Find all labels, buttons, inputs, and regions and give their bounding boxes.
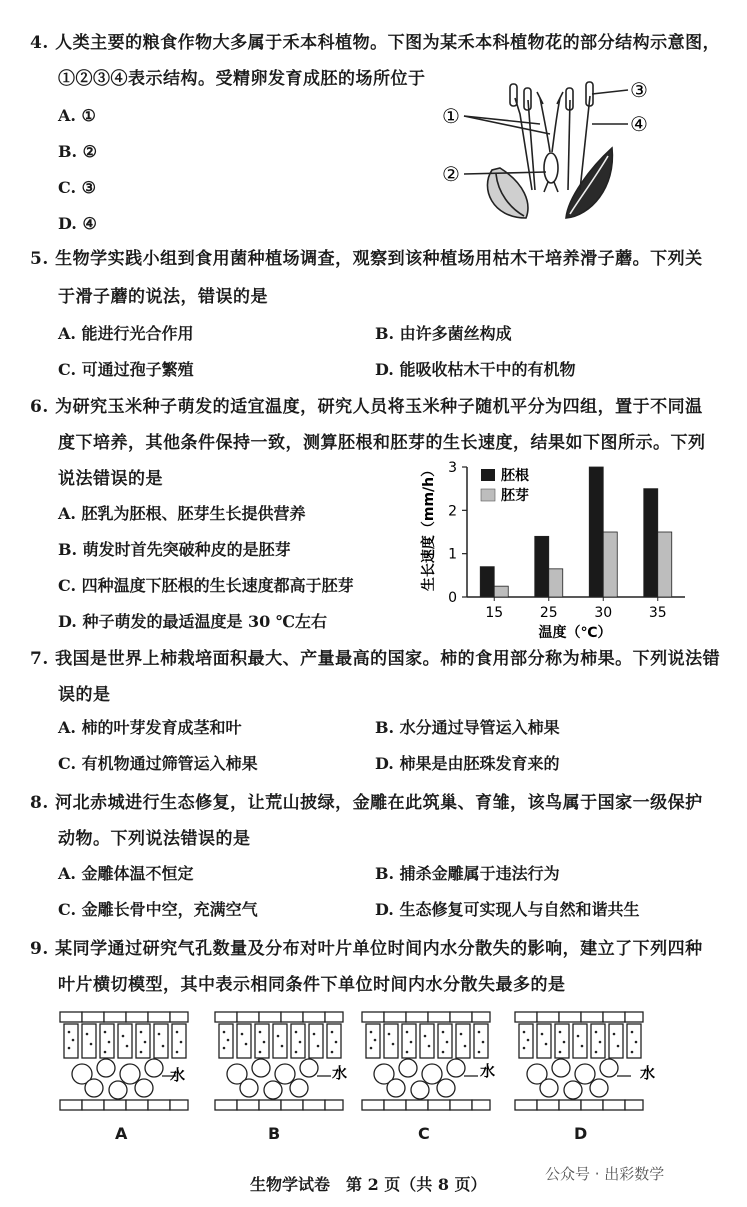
q6-option-b: B. 萌发时首先突破种皮的是胚芽 [58, 540, 291, 559]
q8-line1: 8. 河北赤城进行生态修复，让荒山披绿，金雕在此筑巢、育雏，该鸟属于国家一级保护 [30, 793, 703, 813]
y-tick-label: 0 [448, 590, 457, 606]
q8-option-c: C. 金雕长骨中空，充满空气 [58, 900, 258, 919]
bar-shoot-15 [494, 586, 508, 597]
q6-option-d: D. 种子萌发的最适温度是 30 ℃左右 [58, 612, 328, 631]
q9-line1: 9. 某同学通过研究气孔数量及分布对叶片单位时间内水分散失的影响，建立了下列四种 [30, 939, 703, 959]
grass-flower-diagram [440, 78, 680, 228]
q4-line1: 4. 人类主要的粮食作物大多属于禾本科植物。下图为某禾本科植物花的部分结构示意图， [30, 33, 721, 53]
q6-line3: 说法错误的是 [58, 469, 163, 489]
q4-option-a: A. ① [58, 106, 96, 125]
q5-line1: 5. 生物学实践小组到食用菌种植场调查，观察到该种植场用枯木干培养滑子蘑。下列关 [30, 249, 703, 269]
growth-rate-chart [415, 455, 700, 645]
bar-root-25 [535, 536, 549, 597]
marker-2: ② [442, 162, 460, 186]
marker-3: ③ [630, 78, 648, 102]
y-tick-label: 3 [448, 460, 457, 476]
leaf-model-d [515, 1012, 643, 1110]
leaf-model-b [215, 1012, 343, 1110]
x-tick-label: 25 [539, 605, 558, 621]
legend-swatch-root [481, 469, 495, 481]
bar-shoot-30 [603, 532, 617, 597]
q4-option-d: D. ④ [58, 214, 97, 233]
x-tick-label: 15 [485, 605, 504, 621]
leaf-model-a [60, 1012, 188, 1110]
q7-line2: 误的是 [58, 685, 111, 705]
q6-option-c: C. 四种温度下胚根的生长速度都高于胚芽 [58, 576, 354, 595]
q5-option-c: C. 可通过孢子繁殖 [58, 360, 194, 379]
q5-option-b: B. 由许多菌丝构成 [375, 324, 512, 343]
q6-line2: 度下培养，其他条件保持一致，测算胚根和胚芽的生长速度，结果如下图所示。下列 [58, 433, 706, 453]
q6-option-a: A. 胚乳为胚根、胚芽生长提供营养 [58, 504, 306, 523]
q5-option-d: D. 能吸收枯木干中的有机物 [375, 360, 576, 379]
model-label-c: C [418, 1124, 430, 1143]
q7-option-a: A. 柿的叶芽发育成茎和叶 [58, 718, 242, 737]
watermark: 公众号 · 出彩数学 [545, 1165, 665, 1183]
bar-root-30 [589, 467, 603, 597]
water-label-b: 水 [332, 1064, 348, 1082]
x-tick-label: 35 [648, 605, 667, 621]
water-label-a: 水 [170, 1066, 186, 1084]
q7-option-d: D. 柿果是由胚珠发育来的 [375, 754, 560, 773]
bar-shoot-35 [658, 532, 672, 597]
q8-option-d: D. 生态修复可实现人与自然和谐共生 [375, 900, 640, 919]
y-tick-label: 1 [448, 546, 457, 563]
marker-1: ① [442, 104, 460, 128]
y-tick-label: 2 [448, 503, 457, 520]
q8-line2: 动物。下列说法错误的是 [58, 829, 251, 849]
x-tick-label: 30 [594, 605, 613, 621]
q7-line1: 7. 我国是世界上柿栽培面积最大、产量最高的国家。柿的食用部分称为柿果。下列说法错 [30, 649, 721, 669]
q7-option-b: B. 水分通过导管运入柿果 [375, 718, 560, 737]
water-label-c: 水 [480, 1062, 496, 1080]
q7-option-c: C. 有机物通过筛管运入柿果 [58, 754, 258, 773]
q4-option-b: B. ② [58, 142, 98, 161]
water-label-d: 水 [640, 1064, 656, 1082]
chart-ylabel: 生长速度（mm/h） [421, 462, 437, 592]
bar-root-15 [480, 567, 494, 597]
bar-root-35 [644, 489, 658, 597]
q5-option-a: A. 能进行光合作用 [58, 324, 194, 343]
q9-line2: 叶片横切模型，其中表示相同条件下单位时间内水分散失最多的是 [58, 975, 566, 995]
chart-xlabel: 温度（℃） [538, 625, 612, 641]
q5-line2: 于滑子蘑的说法，错误的是 [58, 287, 268, 307]
leaf-models [50, 1010, 690, 1150]
q4-line2: ①②③④表示结构。受精卵发育成胚的场所位于 [58, 69, 426, 89]
legend-root-label: 胚根 [501, 468, 529, 484]
marker-4: ④ [630, 112, 648, 136]
q4-option-c: C. ③ [58, 178, 96, 197]
legend-shoot-label: 胚芽 [501, 488, 529, 504]
model-label-d: D [574, 1124, 588, 1143]
page-footer: 生物学试卷 第 2 页（共 8 页） [250, 1175, 487, 1194]
q8-option-a: A. 金雕体温不恒定 [58, 864, 194, 883]
bar-shoot-25 [549, 569, 563, 597]
model-label-a: A [115, 1124, 128, 1143]
model-label-b: B [268, 1124, 281, 1143]
q6-line1: 6. 为研究玉米种子萌发的适宜温度，研究人员将玉米种子随机平分为四组，置于不同温 [30, 397, 703, 417]
q8-option-b: B. 捕杀金雕属于违法行为 [375, 864, 560, 883]
legend-swatch-shoot [481, 489, 495, 501]
leaf-model-c [362, 1012, 490, 1110]
